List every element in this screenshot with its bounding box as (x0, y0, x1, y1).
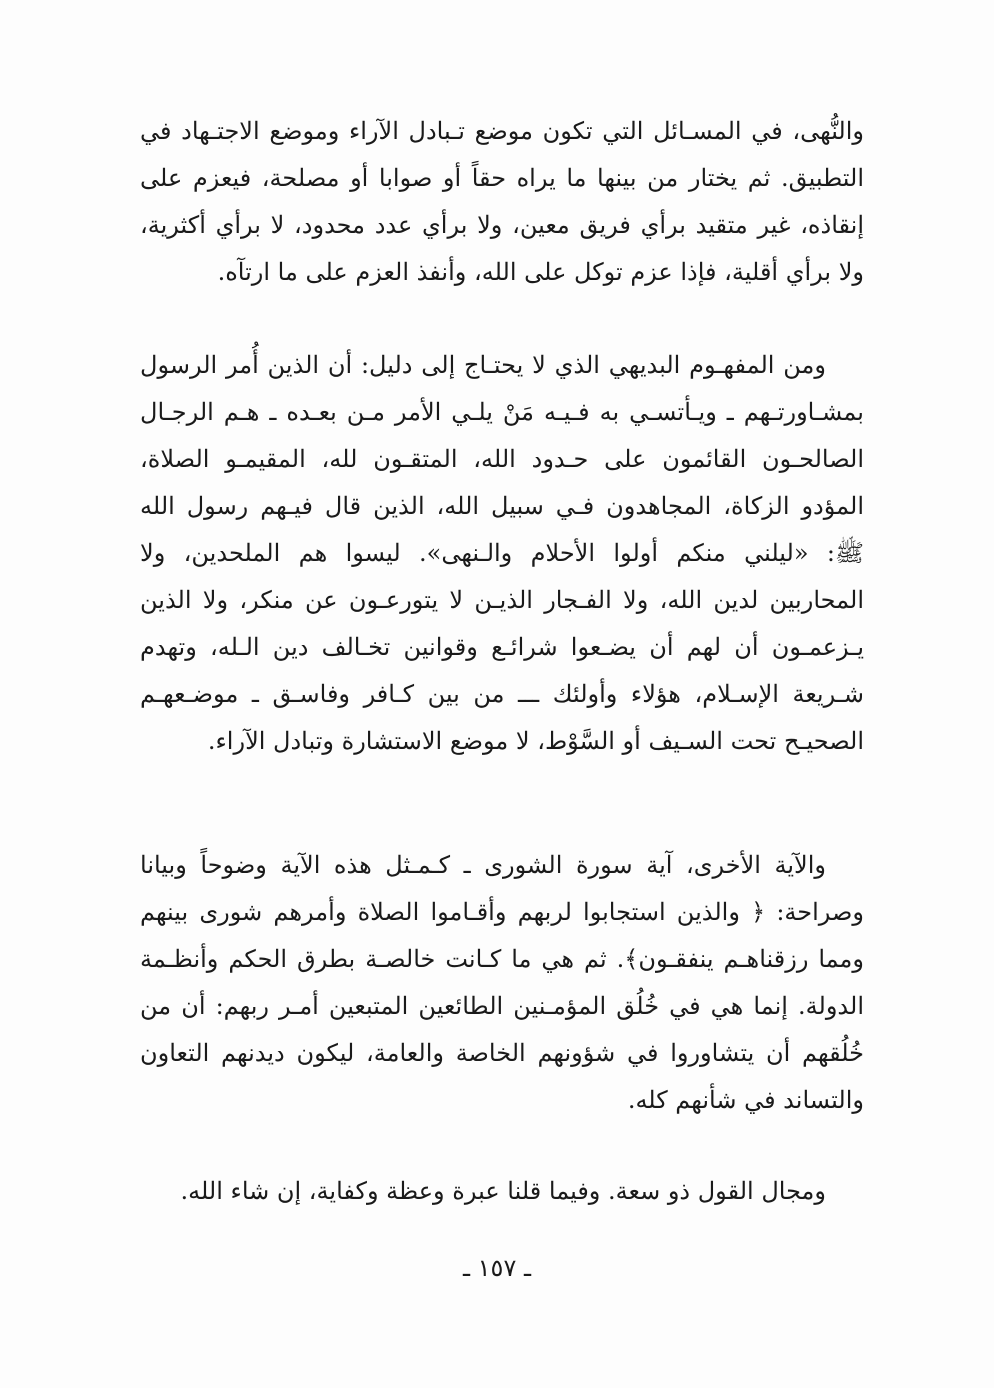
paragraph-4: ومجال القول ذو سعة. وفيما قلنا عبرة وعظة وكفاية، إن شاء الله. (180, 1177, 826, 1205)
paragraph-1: والنُّهى، في المسـائل التي تكون موضع تـبادل الآراء وموضع الاجتـهاد في التطبيق. ثم يختار من بينها ما يراه حقاً أو صوابا أو مصلحة، فيعزم على إنقاذه، غير متقيد برأي فريق معين، ولا برأي عدد محدود، لا برأي أكثرية، ولا برأي أقلية، فإذا عزم توكل على الله، وأنفذ العزم على ما ارتآه. (140, 117, 864, 286)
paragraph-2: ومن المفهـوم البديهي الذي لا يحتـاج إلى دليل: أن الذين أُمر الرسول بمشـاورتـهم ـ ويـأتسـي به فـيـه مَنْ يلـي الأمر مـن بعـده ـ هـم الرجـال الصالحـون القائمون على حـدود الله، المتقـون لله، المقيمـو الصلاة، المؤدو الزكاة، المجاهدون فـي سبيل الله، الذين قال فيـهم رسول الله ﷺ: «ليلني منكم أولوا الأحلام والـنهى». ليسوا هم الملحدين، ولا المحاربين لدين الله، ولا الفـجار الذيـن لا يتورعـون عن منكر، ولا الذين يـزعمـون أن لهم أن يضـعوا شرائـع وقوانين تخـالف دين الـله، وتهدم شـريعة الإسـلام، هؤلاء وأولئك ـــ من بين كـافر وفاسـق ـ موضـعهـم الصحيـح تحت السـيف أو السَّوْط، لا موضع الاستشارة وتبادل الآراء. (140, 351, 865, 755)
paragraph-3: والآية الأخرى، آية سورة الشورى ـ كـمـثل هذه الآية وضوحاً وبيانا وصراحة: ﴿ والذين استجابوا لربهم وأقـاموا الصلاة وأمرهم شورى بينهم ومما رزقناهـم ينفقـون﴾. ثم هي ما كـانت خالصـة بطرق الحكم وأنظـمة الدولة. إنما هي في خُلُق المؤمـنين الطائعين المتبعين أمـر ربهم: أن من خُلُقهم أن يتشاوروا في شؤونهم الخاصة والعامة، ليكون ديدنهم التعاون والتساند في شأنهم كله. (140, 851, 864, 1114)
page-number: ـ ١٥٧ ـ (462, 1254, 531, 1282)
